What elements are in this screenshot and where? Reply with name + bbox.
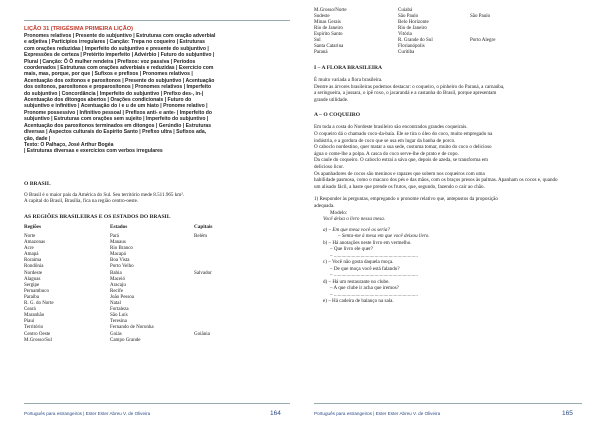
text-line: Os apanhadores de cocos são meninos e rapazes que sobem nos coqueiros com uma [314,170,485,177]
table-cell: Sergipe [24,282,40,288]
table-cell: São Paulo [470,14,491,19]
text-line: água o come-lhe a polpa. A casca do coco serve-lhe de prato e de copo. [314,150,459,157]
flora-heading: I – A FLORA BRASILEIRA [314,65,383,71]
table-cell: Fernando de Noronha [110,325,154,331]
table-cell: Goiânia [194,331,210,337]
dialog-line: – De que moça você está falando? [330,265,400,272]
table-cell: Belo Horizonte [398,20,429,25]
table-cell: Natal [110,301,121,307]
table-cell: Norte [24,234,36,239]
capitals-table-continued [314,8,530,56]
table-cell: Rio de Janeiro [398,26,427,31]
text-line: subjuntivo e infinitivo | Acentuação do i e u de um hiato | Pronome relativo | [24,103,208,110]
table-cell: Paraná [314,50,328,55]
text-line: com orações reduzidas | Imperfeito do subjuntivo e presente do subjuntivo | [24,45,209,52]
table-cell: Centro Oeste [24,331,51,337]
model-text: Você deixa o livro nessa mesa. [323,216,386,222]
text-line: dos oxítonos, paroxítonos e proparoxítonos | Pronomes relativos | Imperfeito [24,84,212,91]
table-cell: Fortaleza [110,307,129,313]
table-cell: Rio Branco [110,246,133,252]
lesson-summary [24,33,290,155]
table-cell: João Pessoa [110,294,135,300]
page-number: 165 [562,410,573,417]
text-line: do subjuntivo | Concordância | Imperfeito do subjuntivo | Prefixo des-, in-| [24,90,204,97]
table-cell: Paraíba [24,294,39,300]
table-cell: Porto Alegre [470,38,496,43]
table-cell: Maceió [110,276,125,282]
dialog-line: a) – Em que mesa você os seria? [323,226,390,233]
text-line: Dentre as árvores brasileiras podemos destacar: o coqueiro, o pinheiro do Paraná, a carnaúba, [314,83,505,90]
table-cell: M.Grosso/Norte [314,8,347,13]
table-cell: Porto Velho [110,264,134,270]
table-cell: Rio de Janeiro [314,26,343,31]
table-cell: Espírito Santo [314,32,343,37]
table-cell: Aracaju [110,282,126,288]
text-line: diversas | Aspectos culturais do Espírito Santo | Prefixo ultra | Sufixos ada, [24,129,207,136]
footer-rule [314,403,582,404]
table-cell: Alagoas [24,276,41,282]
text-line: ção, dade | [24,135,51,142]
text-line: um alisado fácil, a haste que prende os frutos, que, segundo, fazendo o cair ao chão. [314,183,485,190]
table-cell: Belém [194,234,208,239]
col-capitais: Capitais [194,223,213,230]
table-cell: Salvador [194,270,212,276]
dialog-line: c) – Você não gosta daquela moça. [323,259,394,265]
table-row [24,338,254,344]
flora-paragraph [314,77,582,103]
table-cell: Sudeste [314,14,330,19]
table-cell: Santa Catarina [314,44,344,49]
page-number: 164 [270,410,281,417]
text-line: 1) Responder às perguntas, empregando o pronome relativo que, antepostos da proposição [314,196,498,203]
table-cell: Curitiba [398,50,415,55]
text-line: Acentuação dos oxítonos e paroxítonos | Presente do subjuntivo | Acentuação [24,77,215,84]
regions-table-header [24,224,254,234]
table-cell: Piauí [24,319,35,325]
table-cell: Roraima [24,258,42,264]
table-cell: Boa Vista [110,258,130,264]
text-line: mais, mas, porque, por que | Sufixos e prefixos | Pronomes relativos | [24,71,193,78]
coqueiro-heading: A – O COQUEIRO [314,112,361,119]
text-line: subjuntivo | Estruturas com orações sem sujeito | Imperfeito do subjuntivo | [24,116,209,123]
table-cell: M.Grosso/Sul [24,337,52,343]
table-cell: Cuiabá [398,8,413,13]
table-row [314,50,530,56]
text-line: Plural | Canção: Ô Ô mulher rendeira | Prefixos: voz passiva | Períodos [24,58,196,65]
right-page [300,0,600,424]
lesson-title: LIÇÃO 31 (TRIGÉSIMA PRIMEIRA LIÇÃO) [24,26,133,32]
text-line: adequada. [314,202,335,209]
brasil-paragraph [24,192,290,205]
table-cell: Minas Gerais [314,20,341,25]
text-line: A capital do Brasil, Brasília, fica na região centro-oeste. [24,198,139,205]
table-cell: Ceará [24,307,36,313]
dialog-line: – Que livro ele quer? [330,246,373,252]
table-cell: Amazonas [24,240,46,246]
regions-heading: AS REGIÕES BRASILEIRAS E OS ESTADOS DO BRASIL [24,213,171,220]
dialog-line: – Senta-me à mesa em que você deixou livro. [338,233,430,239]
footer-text: Português para estrangeiros | Ester Ester Abreu V. de Oliveira [314,411,441,416]
table-cell: Recife [110,288,124,294]
dialog-line: – .................................................................. [330,291,418,298]
dialog-line: – .................................................................. [330,252,418,259]
text-line: Expressões de certeza | Pretérito imperfeito | Advérbio | Futuro do subjuntivo | [24,52,215,59]
text-line: É muito variada a flora brasileira. [314,77,383,83]
text-line: habilidade pasmosa, como o macaco dos pés e das mãos, com os braços presos às palmas. Apanham os cocos e, quando [314,177,558,184]
text-line: Acentuação dos ditongos abertos | Orações condicionais | Futuro do [24,97,192,104]
table-cell: Vitória [398,32,412,37]
table-cell: Pará [110,234,119,239]
table-cell [194,338,254,344]
regions-table [24,224,254,344]
dialog-line: b) – Há anotações neste livro em vermelho. [323,239,412,246]
text-line: O coqueiro dá o chamado coco-da-baía. Ele se tira o óleo do coco, muito empregado na [314,130,493,137]
top-rule [24,20,290,21]
text-line: Pronomes relativos | Presente do subjuntivo | Estruturas com oração adverbial [24,33,216,39]
coqueiro-paragraph [314,124,582,190]
text-line: O caboclo nordestino, quer matar a sua sede, costuma tomar, muito do coco o delicioso [314,144,492,151]
table-cell: São Paulo [398,14,419,19]
table-cell [470,50,530,56]
dialog-line: – .................................................................. [330,272,418,278]
table-cell: Bahia [110,270,122,276]
text-line: Da caule do coqueiro. O caboclo estraí a sáva que, depois de azeda, se transforma em [314,157,488,164]
table-cell: Acre [24,246,34,252]
table-cell: Campo Grande [110,337,141,343]
table-cell: Florianópolis [398,44,425,49]
dialog-line: d) – Há um restaurante no clube. [323,278,390,285]
table-cell: Teresina [110,319,127,325]
text-line: O Brasil é o maior país da América do Sul. Seu território mede 8.511.965 km². [24,191,185,198]
table-cell: Manaus [110,240,126,246]
text-line: Texto: O Palhaço, José Arthur Bogéa [24,141,114,148]
footer-rule [24,403,290,404]
brasil-heading: O BRASIL [24,180,51,187]
table-cell: Sul [314,38,321,43]
table-cell: Macapá [110,252,126,258]
text-line: coordenados | Estruturas com orações adverbiais e reduzidas | Exercício com [24,65,214,72]
text-line: grande utilidade. [314,96,349,103]
col-estados: Estados [110,223,128,230]
table-cell: Maranhão [24,313,45,319]
table-cell: Rondônia [24,264,44,270]
model-label: Modelo: [330,209,348,216]
text-line: Acentuação dos paroxítonos terminados em ditongos | Gerúndio | Estruturas [24,122,212,129]
table-cell: R. Grande do Sul [398,38,433,43]
text-line: Pronome possessivo | Infinitivo pessoal | Prefixos anti- e ante- | Imperfeito do [24,109,212,116]
footer-text: Português para estrangeiros | Ester Ester Abreu V. de Oliveira [24,411,151,416]
table-cell: São Luís [110,313,128,319]
text-line: Em toda a costa do Nordeste brasileiro são encontrados grandes coqueirais. [314,124,468,131]
text-line: delicioso licor. [314,163,344,170]
text-line: indústria, e a gordura de coco que se usa em lugar da banha de porco. [314,137,456,144]
table-cell: R. G. do Norte [24,301,54,307]
text-line: | Estruturas diversas e exercícios com verbos irregulares [24,148,163,155]
table-cell: Território [24,325,44,331]
text-line: a seringueira, a jussara, o ipê roxo, o jacarandá e a castanha do Brasil, porque apresentam [314,90,497,97]
table-cell: Amapá [24,252,39,258]
text-line: e adjetiva | Particípios irregulares | Canção: Trepa no coqueiro | Estruturas [24,39,205,46]
dialog-line: – A que clube ir acha que iremos? [330,285,399,291]
table-cell: Goiás [110,331,122,337]
dialog-line: e) – Há cadeira de balanço na sala. [323,298,394,304]
table-cell: Nordeste [24,270,43,276]
col-regioes: Regiões [24,223,41,230]
exercise-dialog [314,227,582,305]
exercise-instruction [314,196,582,209]
table-cell: Pernambuco [24,288,49,294]
